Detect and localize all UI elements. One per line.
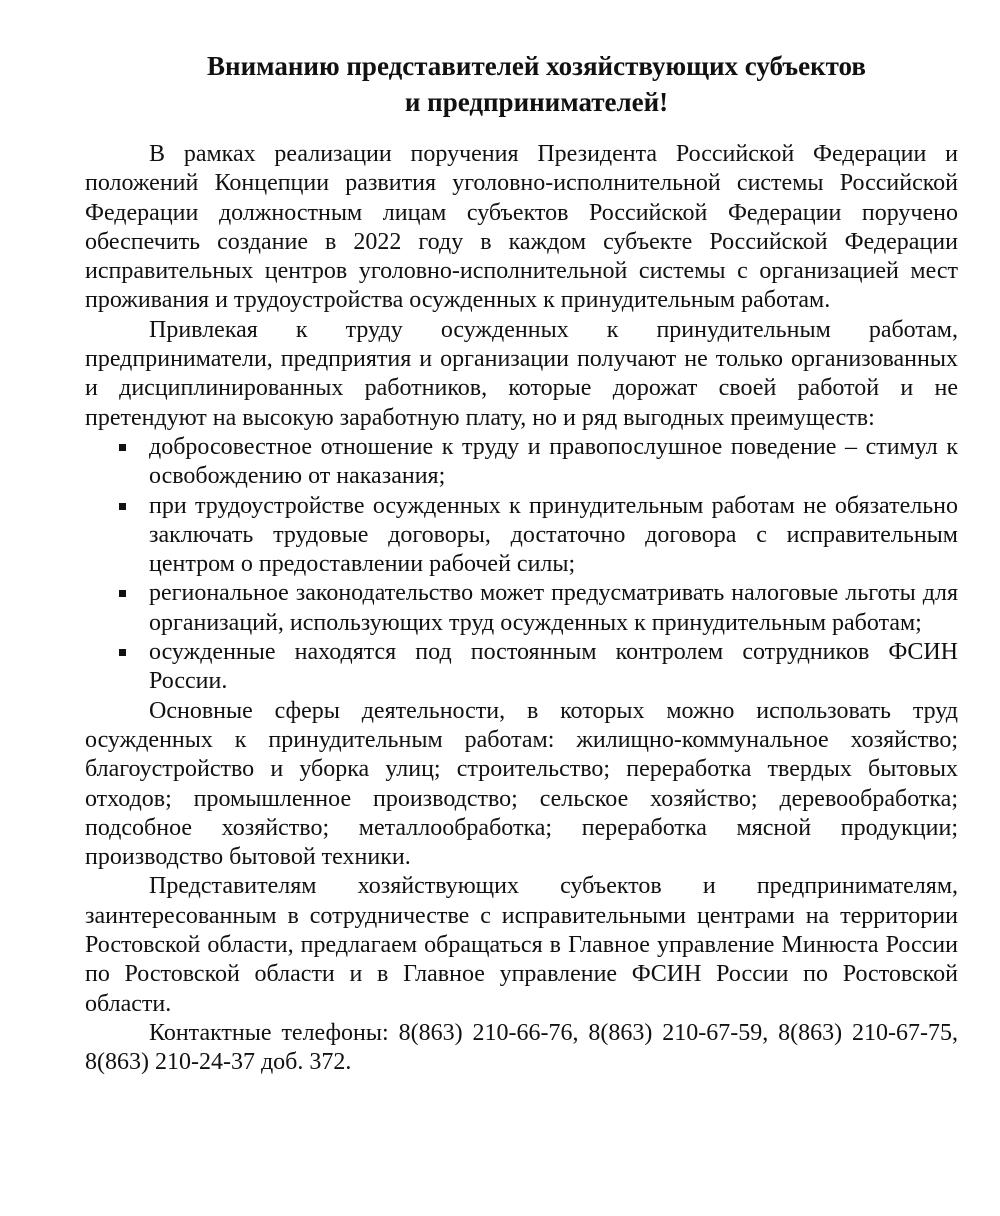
document-body — [85, 140, 958, 1078]
title-line-2: и предпринимателей! — [404, 87, 669, 117]
square-bullet-icon — [119, 503, 126, 510]
square-bullet-icon — [119, 649, 126, 656]
benefits-list — [85, 433, 958, 697]
list-item-text: осужденные находятся под постоянным контролем сотрудников ФСИН России. — [149, 639, 958, 695]
paragraph-contact-invitation: Представителям хозяйствующих субъектов и предпринимателям, заинтересованным в сотрудничестве с исправительными центрами на территории Ростовской области, предлагаем обращаться в Главное управление Минюста России по Ростовской области и в Главное управление ФСИН России по Ростовской области. — [85, 873, 958, 1017]
document-page — [85, 48, 958, 1078]
list-item — [149, 433, 958, 492]
list-item-text: при трудоустройстве осужденных к принудительным работам не обязательно заключать трудовые договоры, достаточно договора с исправительным центром о предоставлении рабочей силы; — [149, 492, 958, 578]
paragraph-contact-phones: Контактные телефоны: 8(863) 210-66-76, 8(863) 210-67-59, 8(863) 210-67-75, 8(863) 210-24-37 доб. 372. — [85, 1019, 958, 1076]
paragraph-activity-areas: Основные сферы деятельности, в которых можно использовать труд осужденных к принудительным работам: жилищно-коммунальное хозяйство; благоустройство и уборка улиц; строительство; переработка твердых бытовых отходов; промышленное производство; сельское хозяйство; деревообработка; подсобное хозяйство; металлообработка; переработка мясной продукции; производство бытовой техники. — [85, 697, 958, 871]
square-bullet-icon — [119, 444, 126, 451]
list-item — [149, 492, 958, 580]
paragraph-intro: В рамках реализации поручения Президента Российской Федерации и положений Концепции развития уголовно-исполнительной системы Российской Федерации должностным лицам субъектов Российской Федерации поручено обеспечить создание в 2022 году в каждом субъекте Российской Федерации исправительных центров уголовно-исполнительной системы с организацией мест проживания и трудоустройства осужденных к принудительным работам. — [85, 141, 958, 314]
list-item-text: добросовестное отношение к труду и правопослушное поведение – стимул к освобождению от наказания; — [149, 433, 958, 490]
list-item — [149, 579, 958, 638]
title-line-1: Вниманию представителей хозяйствующих субъектов — [207, 51, 866, 81]
paragraph-benefits-intro: Привлекая к труду осужденных к принудительным работам, предприниматели, предприятия и организации получают не только организованных и дисциплинированных работников, которые дорожат своей работой и не претендуют на высокую заработную плату, но и ряд выгодных преимуществ: — [85, 316, 958, 431]
list-item-text: региональное законодательство может предусматривать налоговые льготы для организаций, использующих труд осужденных к принудительным работам; — [149, 580, 958, 636]
list-item — [149, 638, 958, 697]
document-title — [85, 48, 958, 120]
square-bullet-icon — [119, 590, 126, 597]
